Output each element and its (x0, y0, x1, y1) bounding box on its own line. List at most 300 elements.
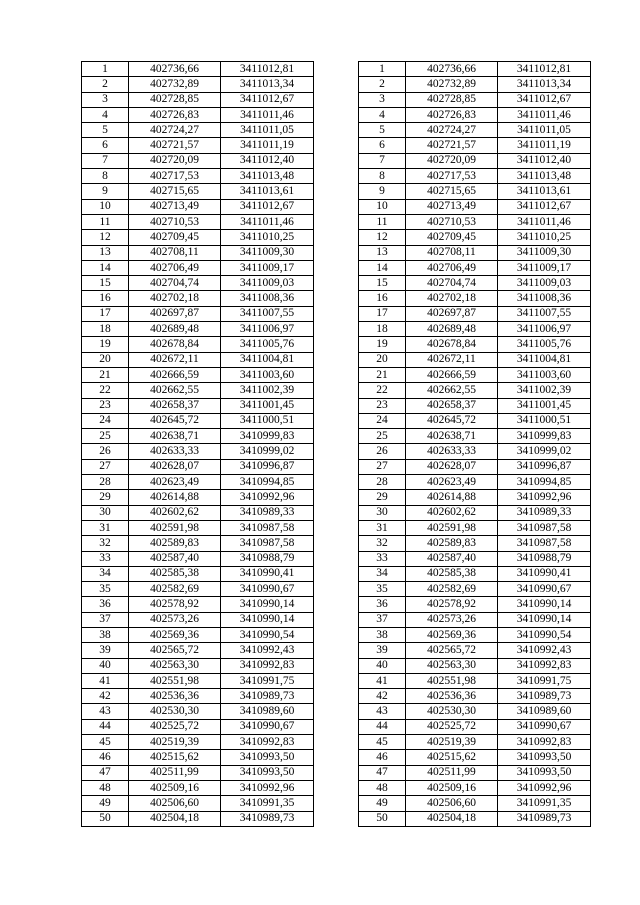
table-row (82, 505, 314, 520)
x-coordinate-cell: 402591,98 (406, 520, 498, 535)
y-coordinate-cell: 3411002,39 (221, 383, 314, 398)
table-row (359, 306, 591, 321)
y-coordinate-cell: 3411012,67 (221, 199, 314, 214)
table-row (359, 658, 591, 673)
y-coordinate-cell: 3410987,58 (221, 536, 314, 551)
table-row (82, 153, 314, 168)
point-number-cell: 22 (82, 383, 129, 398)
point-number-cell: 4 (82, 107, 129, 122)
table-row (82, 337, 314, 352)
y-coordinate-cell: 3411012,40 (221, 153, 314, 168)
x-coordinate-cell: 402569,36 (406, 627, 498, 642)
y-coordinate-cell: 3410990,67 (221, 582, 314, 597)
y-coordinate-cell: 3410990,14 (498, 612, 591, 627)
y-coordinate-cell: 3411008,36 (498, 291, 591, 306)
point-number-cell: 18 (82, 322, 129, 337)
table-row (82, 107, 314, 122)
table-row (359, 811, 591, 826)
table-row (359, 153, 591, 168)
y-coordinate-cell: 3411011,46 (498, 214, 591, 229)
y-coordinate-cell: 3410988,79 (498, 551, 591, 566)
x-coordinate-cell: 402697,87 (406, 306, 498, 321)
x-coordinate-cell: 402504,18 (406, 811, 498, 826)
point-number-cell: 28 (359, 475, 406, 490)
y-coordinate-cell: 3410994,85 (221, 475, 314, 490)
x-coordinate-cell: 402511,99 (129, 765, 221, 780)
y-coordinate-cell: 3411009,03 (498, 276, 591, 291)
point-number-cell: 47 (82, 765, 129, 780)
table-row (82, 459, 314, 474)
point-number-cell: 11 (359, 214, 406, 229)
point-number-cell: 41 (82, 673, 129, 688)
y-coordinate-cell: 3411009,17 (498, 260, 591, 275)
point-number-cell: 30 (82, 505, 129, 520)
point-number-cell: 5 (359, 123, 406, 138)
x-coordinate-cell: 402585,38 (406, 566, 498, 581)
point-number-cell: 46 (359, 750, 406, 765)
point-number-cell: 48 (359, 780, 406, 795)
y-coordinate-cell: 3411010,25 (498, 230, 591, 245)
x-coordinate-cell: 402736,66 (406, 62, 498, 77)
x-coordinate-cell: 402591,98 (129, 520, 221, 535)
y-coordinate-cell: 3411013,34 (221, 77, 314, 92)
y-coordinate-cell: 3411004,81 (221, 352, 314, 367)
y-coordinate-cell: 3411011,19 (498, 138, 591, 153)
table-row (359, 383, 591, 398)
y-coordinate-cell: 3411012,67 (498, 92, 591, 107)
table-row (82, 750, 314, 765)
table-row (82, 276, 314, 291)
y-coordinate-cell: 3410991,35 (498, 796, 591, 811)
point-number-cell: 26 (82, 444, 129, 459)
table-row (359, 138, 591, 153)
table-row (82, 811, 314, 826)
table-row (359, 597, 591, 612)
x-coordinate-cell: 402704,74 (406, 276, 498, 291)
y-coordinate-cell: 3410990,67 (498, 582, 591, 597)
point-number-cell: 21 (82, 367, 129, 382)
y-coordinate-cell: 3411010,25 (221, 230, 314, 245)
x-coordinate-cell: 402614,88 (129, 490, 221, 505)
point-number-cell: 2 (359, 77, 406, 92)
y-coordinate-cell: 3411007,55 (498, 306, 591, 321)
point-number-cell: 26 (359, 444, 406, 459)
x-coordinate-cell: 402715,65 (129, 184, 221, 199)
table-row (82, 796, 314, 811)
y-coordinate-cell: 3410999,02 (221, 444, 314, 459)
y-coordinate-cell: 3410992,83 (221, 658, 314, 673)
table-row (359, 367, 591, 382)
x-coordinate-cell: 402573,26 (406, 612, 498, 627)
y-coordinate-cell: 3411000,51 (221, 413, 314, 428)
point-number-cell: 19 (82, 337, 129, 352)
point-number-cell: 28 (82, 475, 129, 490)
x-coordinate-cell: 402726,83 (406, 107, 498, 122)
table-row (82, 582, 314, 597)
y-coordinate-cell: 3411013,61 (221, 184, 314, 199)
y-coordinate-cell: 3411009,03 (221, 276, 314, 291)
point-number-cell: 1 (82, 62, 129, 77)
table-row (359, 429, 591, 444)
y-coordinate-cell: 3411003,60 (498, 367, 591, 382)
x-coordinate-cell: 402569,36 (129, 627, 221, 642)
y-coordinate-cell: 3410992,96 (221, 490, 314, 505)
table-row (359, 291, 591, 306)
x-coordinate-cell: 402728,85 (129, 92, 221, 107)
x-coordinate-cell: 402563,30 (406, 658, 498, 673)
x-coordinate-cell: 402658,37 (406, 398, 498, 413)
point-number-cell: 8 (82, 169, 129, 184)
table-row (82, 627, 314, 642)
x-coordinate-cell: 402525,72 (406, 719, 498, 734)
x-coordinate-cell: 402509,16 (406, 780, 498, 795)
point-number-cell: 32 (82, 536, 129, 551)
y-coordinate-cell: 3411011,05 (498, 123, 591, 138)
point-number-cell: 21 (359, 367, 406, 382)
table-row (359, 352, 591, 367)
y-coordinate-cell: 3411009,17 (221, 260, 314, 275)
point-number-cell: 35 (359, 582, 406, 597)
table-row (359, 169, 591, 184)
point-number-cell: 12 (359, 230, 406, 245)
x-coordinate-cell: 402628,07 (129, 459, 221, 474)
x-coordinate-cell: 402515,62 (406, 750, 498, 765)
y-coordinate-cell: 3410991,75 (498, 673, 591, 688)
table-row (359, 184, 591, 199)
x-coordinate-cell: 402506,60 (406, 796, 498, 811)
x-coordinate-cell: 402585,38 (129, 566, 221, 581)
x-coordinate-cell: 402511,99 (406, 765, 498, 780)
x-coordinate-cell: 402678,84 (129, 337, 221, 352)
x-coordinate-cell: 402587,40 (406, 551, 498, 566)
x-coordinate-cell: 402578,92 (406, 597, 498, 612)
x-coordinate-cell: 402573,26 (129, 612, 221, 627)
point-number-cell: 39 (82, 643, 129, 658)
y-coordinate-cell: 3410990,67 (498, 719, 591, 734)
point-number-cell: 17 (82, 306, 129, 321)
point-number-cell: 35 (82, 582, 129, 597)
x-coordinate-cell: 402708,11 (406, 245, 498, 260)
y-coordinate-cell: 3411003,60 (221, 367, 314, 382)
table-row (359, 673, 591, 688)
point-number-cell: 11 (82, 214, 129, 229)
table-row (82, 597, 314, 612)
point-number-cell: 4 (359, 107, 406, 122)
x-coordinate-cell: 402713,49 (406, 199, 498, 214)
y-coordinate-cell: 3410993,50 (221, 750, 314, 765)
x-coordinate-cell: 402662,55 (129, 383, 221, 398)
x-coordinate-cell: 402645,72 (129, 413, 221, 428)
x-coordinate-cell: 402666,59 (129, 367, 221, 382)
x-coordinate-cell: 402633,33 (406, 444, 498, 459)
point-number-cell: 7 (82, 153, 129, 168)
y-coordinate-cell: 3411002,39 (498, 383, 591, 398)
table-row (359, 276, 591, 291)
point-number-cell: 42 (359, 689, 406, 704)
y-coordinate-cell: 3411011,46 (221, 214, 314, 229)
x-coordinate-cell: 402678,84 (406, 337, 498, 352)
point-number-cell: 6 (359, 138, 406, 153)
x-coordinate-cell: 402578,92 (129, 597, 221, 612)
point-number-cell: 37 (359, 612, 406, 627)
x-coordinate-cell: 402724,27 (406, 123, 498, 138)
y-coordinate-cell: 3410996,87 (498, 459, 591, 474)
table-row (82, 551, 314, 566)
point-number-cell: 33 (359, 551, 406, 566)
x-coordinate-cell: 402638,71 (129, 429, 221, 444)
x-coordinate-cell: 402721,57 (129, 138, 221, 153)
table-row (359, 735, 591, 750)
x-coordinate-cell: 402672,11 (129, 352, 221, 367)
table-row (82, 765, 314, 780)
point-number-cell: 44 (359, 719, 406, 734)
point-number-cell: 22 (359, 383, 406, 398)
x-coordinate-cell: 402717,53 (406, 169, 498, 184)
x-coordinate-cell: 402515,62 (129, 750, 221, 765)
point-number-cell: 47 (359, 765, 406, 780)
point-number-cell: 36 (359, 597, 406, 612)
x-coordinate-cell: 402706,49 (406, 260, 498, 275)
x-coordinate-cell: 402662,55 (406, 383, 498, 398)
y-coordinate-cell: 3411012,81 (498, 62, 591, 77)
x-coordinate-cell: 402709,45 (129, 230, 221, 245)
x-coordinate-cell: 402623,49 (406, 475, 498, 490)
y-coordinate-cell: 3410987,58 (498, 536, 591, 551)
y-coordinate-cell: 3410992,96 (498, 490, 591, 505)
y-coordinate-cell: 3411013,34 (498, 77, 591, 92)
x-coordinate-cell: 402602,62 (129, 505, 221, 520)
point-number-cell: 23 (359, 398, 406, 413)
point-number-cell: 3 (359, 92, 406, 107)
y-coordinate-cell: 3410987,58 (498, 520, 591, 535)
point-number-cell: 50 (359, 811, 406, 826)
point-number-cell: 23 (82, 398, 129, 413)
y-coordinate-cell: 3410990,41 (498, 566, 591, 581)
table-row (359, 536, 591, 551)
table-row (359, 765, 591, 780)
table-row (359, 92, 591, 107)
x-coordinate-cell: 402736,66 (129, 62, 221, 77)
x-coordinate-cell: 402525,72 (129, 719, 221, 734)
table-row (82, 306, 314, 321)
x-coordinate-cell: 402721,57 (406, 138, 498, 153)
table-row (359, 107, 591, 122)
table-row (82, 429, 314, 444)
x-coordinate-cell: 402506,60 (129, 796, 221, 811)
y-coordinate-cell: 3410992,96 (221, 780, 314, 795)
y-coordinate-cell: 3410989,33 (498, 505, 591, 520)
point-number-cell: 38 (82, 627, 129, 642)
point-number-cell: 31 (359, 520, 406, 535)
point-number-cell: 6 (82, 138, 129, 153)
table-row (359, 627, 591, 642)
table-row (82, 643, 314, 658)
coordinates-table-right (358, 61, 591, 827)
table-row (82, 169, 314, 184)
y-coordinate-cell: 3410989,73 (221, 689, 314, 704)
x-coordinate-cell: 402551,98 (406, 673, 498, 688)
table-row (359, 796, 591, 811)
table-row (359, 475, 591, 490)
table-row (359, 444, 591, 459)
point-number-cell: 9 (359, 184, 406, 199)
table-row (82, 199, 314, 214)
point-number-cell: 13 (359, 245, 406, 260)
x-coordinate-cell: 402709,45 (406, 230, 498, 245)
point-number-cell: 15 (82, 276, 129, 291)
x-coordinate-cell: 402645,72 (406, 413, 498, 428)
x-coordinate-cell: 402614,88 (406, 490, 498, 505)
x-coordinate-cell: 402732,89 (406, 77, 498, 92)
x-coordinate-cell: 402536,36 (129, 689, 221, 704)
y-coordinate-cell: 3410990,67 (221, 719, 314, 734)
table-row (82, 735, 314, 750)
x-coordinate-cell: 402689,48 (406, 322, 498, 337)
table-row (359, 230, 591, 245)
x-coordinate-cell: 402587,40 (129, 551, 221, 566)
y-coordinate-cell: 3411009,30 (221, 245, 314, 260)
point-number-cell: 44 (82, 719, 129, 734)
y-coordinate-cell: 3410989,73 (221, 811, 314, 826)
point-number-cell: 5 (82, 123, 129, 138)
point-number-cell: 43 (359, 704, 406, 719)
table-row (359, 505, 591, 520)
table-row (82, 719, 314, 734)
y-coordinate-cell: 3411011,19 (221, 138, 314, 153)
y-coordinate-cell: 3411013,61 (498, 184, 591, 199)
x-coordinate-cell: 402672,11 (406, 352, 498, 367)
x-coordinate-cell: 402504,18 (129, 811, 221, 826)
y-coordinate-cell: 3411012,67 (221, 92, 314, 107)
table-row (359, 398, 591, 413)
y-coordinate-cell: 3411011,46 (498, 107, 591, 122)
y-coordinate-cell: 3411008,36 (221, 291, 314, 306)
y-coordinate-cell: 3410992,43 (498, 643, 591, 658)
point-number-cell: 10 (82, 199, 129, 214)
x-coordinate-cell: 402530,30 (129, 704, 221, 719)
table-row (359, 214, 591, 229)
point-number-cell: 16 (82, 291, 129, 306)
table-row (82, 123, 314, 138)
y-coordinate-cell: 3410987,58 (221, 520, 314, 535)
y-coordinate-cell: 3410991,35 (221, 796, 314, 811)
table-row (359, 337, 591, 352)
point-number-cell: 20 (359, 352, 406, 367)
table-row (82, 444, 314, 459)
y-coordinate-cell: 3410989,73 (498, 811, 591, 826)
point-number-cell: 2 (82, 77, 129, 92)
table-row (82, 245, 314, 260)
y-coordinate-cell: 3411007,55 (221, 306, 314, 321)
table-row (359, 123, 591, 138)
point-number-cell: 3 (82, 92, 129, 107)
point-number-cell: 48 (82, 780, 129, 795)
x-coordinate-cell: 402728,85 (406, 92, 498, 107)
point-number-cell: 40 (82, 658, 129, 673)
y-coordinate-cell: 3410989,60 (221, 704, 314, 719)
x-coordinate-cell: 402702,18 (129, 291, 221, 306)
table-row (82, 658, 314, 673)
y-coordinate-cell: 3410988,79 (221, 551, 314, 566)
x-coordinate-cell: 402726,83 (129, 107, 221, 122)
coordinates-table-left (81, 61, 314, 827)
point-number-cell: 13 (82, 245, 129, 260)
x-coordinate-cell: 402551,98 (129, 673, 221, 688)
x-coordinate-cell: 402530,30 (406, 704, 498, 719)
point-number-cell: 36 (82, 597, 129, 612)
table-row (359, 689, 591, 704)
y-coordinate-cell: 3410991,75 (221, 673, 314, 688)
y-coordinate-cell: 3410993,50 (221, 765, 314, 780)
y-coordinate-cell: 3411011,46 (221, 107, 314, 122)
point-number-cell: 39 (359, 643, 406, 658)
table-row (82, 780, 314, 795)
point-number-cell: 45 (82, 735, 129, 750)
y-coordinate-cell: 3410990,41 (221, 566, 314, 581)
x-coordinate-cell: 402720,09 (129, 153, 221, 168)
point-number-cell: 24 (359, 413, 406, 428)
point-number-cell: 46 (82, 750, 129, 765)
y-coordinate-cell: 3411013,48 (221, 169, 314, 184)
point-number-cell: 29 (82, 490, 129, 505)
point-number-cell: 29 (359, 490, 406, 505)
y-coordinate-cell: 3411012,40 (498, 153, 591, 168)
x-coordinate-cell: 402708,11 (129, 245, 221, 260)
y-coordinate-cell: 3411004,81 (498, 352, 591, 367)
table-row (359, 551, 591, 566)
point-number-cell: 25 (359, 429, 406, 444)
x-coordinate-cell: 402697,87 (129, 306, 221, 321)
y-coordinate-cell: 3410999,83 (221, 429, 314, 444)
point-number-cell: 49 (359, 796, 406, 811)
x-coordinate-cell: 402724,27 (129, 123, 221, 138)
point-number-cell: 17 (359, 306, 406, 321)
table-row (82, 62, 314, 77)
point-number-cell: 50 (82, 811, 129, 826)
x-coordinate-cell: 402720,09 (406, 153, 498, 168)
y-coordinate-cell: 3410999,02 (498, 444, 591, 459)
point-number-cell: 20 (82, 352, 129, 367)
y-coordinate-cell: 3411001,45 (221, 398, 314, 413)
point-number-cell: 45 (359, 735, 406, 750)
point-number-cell: 24 (82, 413, 129, 428)
table-row (359, 566, 591, 581)
x-coordinate-cell: 402509,16 (129, 780, 221, 795)
y-coordinate-cell: 3410989,73 (498, 689, 591, 704)
x-coordinate-cell: 402638,71 (406, 429, 498, 444)
y-coordinate-cell: 3410992,83 (221, 735, 314, 750)
y-coordinate-cell: 3411005,76 (498, 337, 591, 352)
x-coordinate-cell: 402713,49 (129, 199, 221, 214)
y-coordinate-cell: 3410999,83 (498, 429, 591, 444)
point-number-cell: 34 (82, 566, 129, 581)
table-row (82, 398, 314, 413)
y-coordinate-cell: 3410992,43 (221, 643, 314, 658)
x-coordinate-cell: 402565,72 (406, 643, 498, 658)
y-coordinate-cell: 3410989,60 (498, 704, 591, 719)
x-coordinate-cell: 402519,39 (129, 735, 221, 750)
table-row (82, 138, 314, 153)
point-number-cell: 38 (359, 627, 406, 642)
table-row (359, 582, 591, 597)
table-row (82, 367, 314, 382)
y-coordinate-cell: 3410990,14 (498, 597, 591, 612)
point-number-cell: 25 (82, 429, 129, 444)
table-row (359, 520, 591, 535)
table-row (82, 413, 314, 428)
point-number-cell: 40 (359, 658, 406, 673)
table-row (82, 689, 314, 704)
